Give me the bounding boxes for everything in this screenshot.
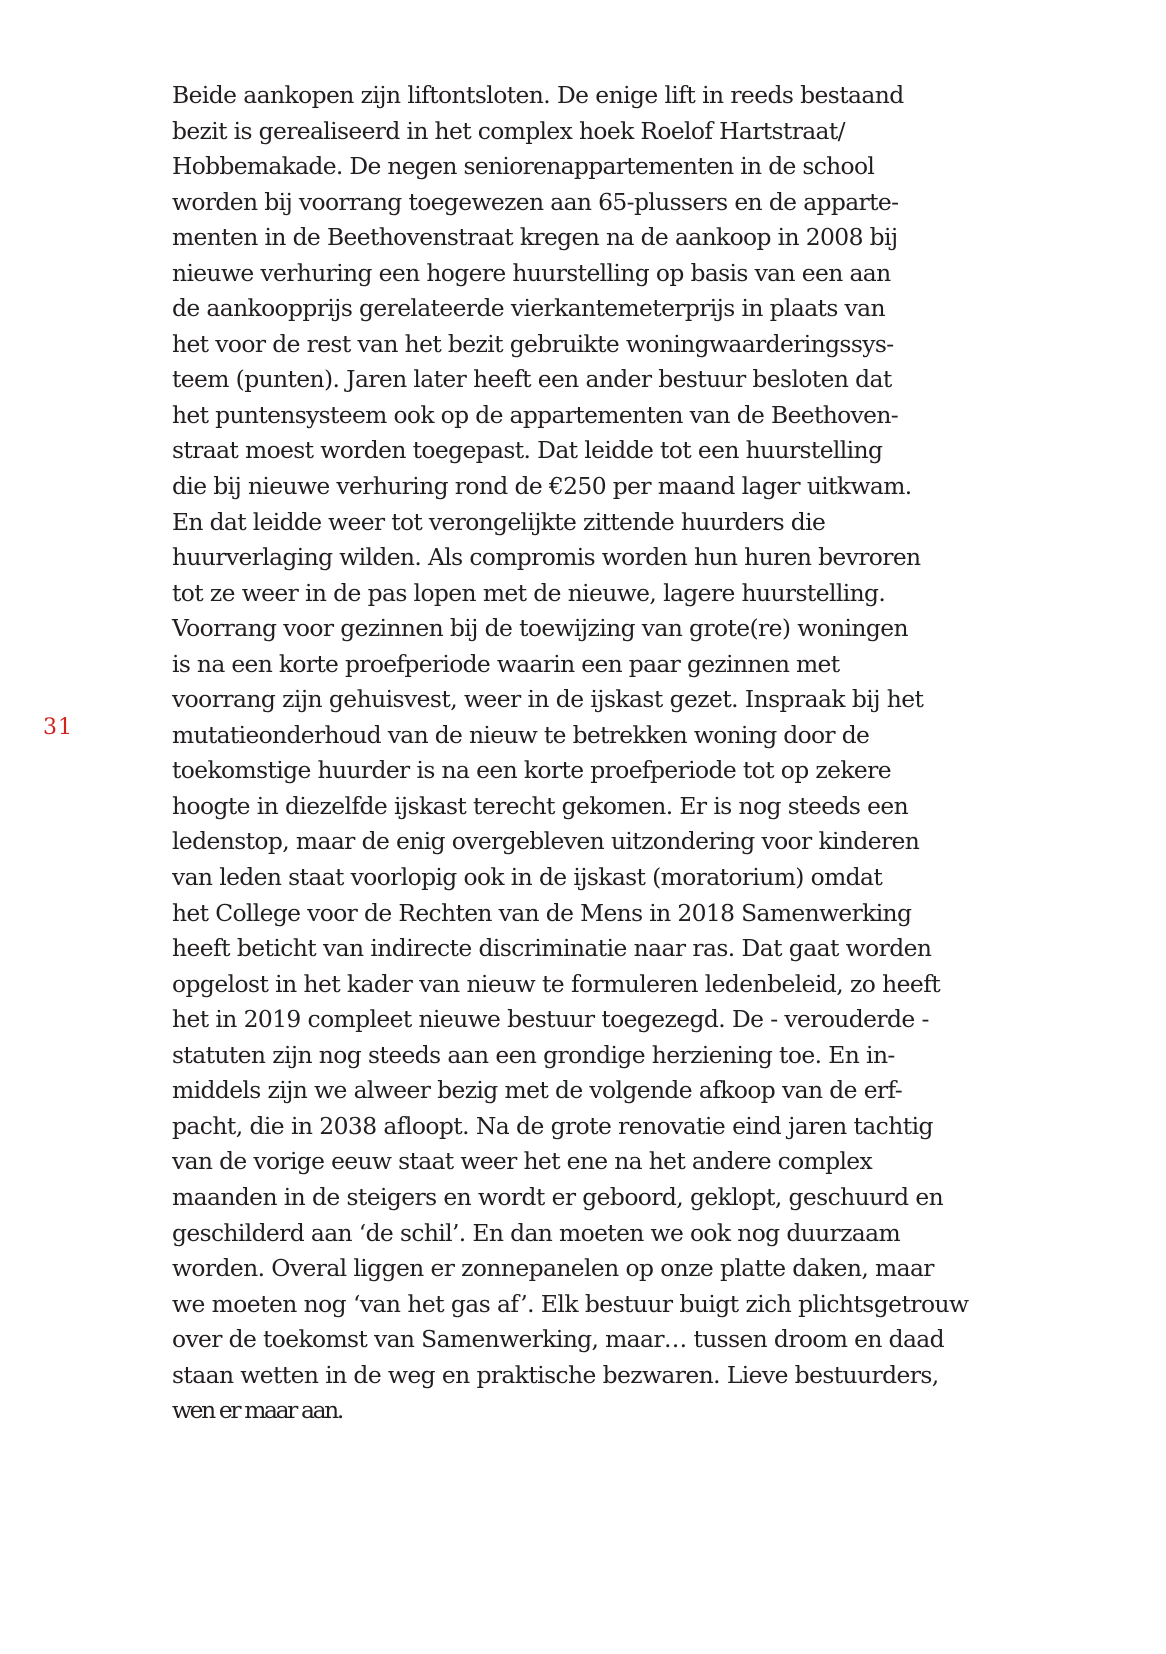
text-line: worden bij voorrang toegewezen aan 65-plussers en de apparte- (172, 187, 899, 216)
text-line: Beide aankopen zijn liftontsloten. De enige lift in reeds bestaand (172, 81, 904, 109)
text-line: nieuwe verhuring een hogere huurstelling op basis van een aan (172, 258, 891, 287)
text-line: het College voor de Rechten van de Mens in 2018 Samenwerking (172, 898, 912, 927)
text-line: heeft beticht van indirecte discriminatie naar ras. Dat gaat worden (172, 934, 932, 963)
text-line: tot ze weer in de pas lopen met de nieuwe, lagere huurstelling. (172, 578, 886, 607)
text-line: Voorrang voor gezinnen bij de toewijzing van grote(re) woningen (172, 614, 908, 643)
text-line: Hobbemakade. De negen seniorenappartementen in de school (172, 152, 875, 181)
text-line: voorrang zijn gehuisvest, weer in de ijskast gezet. Inspraak bij het (172, 685, 924, 714)
text-line: En dat leidde weer tot verongelijkte zittende huurders die (172, 507, 826, 536)
text-line: teem (punten). Jaren later heeft een ander bestuur besloten dat (172, 365, 892, 394)
body-paragraph (172, 78, 1032, 1429)
text-line: menten in de Beethovenstraat kregen na de aankoop in 2008 bij (172, 223, 898, 252)
text-line: ledenstop, maar de enig overgebleven uitzondering voor kinderen (172, 827, 920, 856)
page-number: 31 (43, 715, 73, 740)
text-line: de aankoopprijs gerelateerde vierkantemeterprijs in plaats van (172, 294, 885, 323)
text-line: we moeten nog ‘van het gas af’. Elk bestuur buigt zich plichtsgetrouw (172, 1289, 969, 1318)
text-line: staan wetten in de weg en praktische bezwaren. Lieve bestuurders, (172, 1360, 939, 1389)
text-line: maanden in de steigers en wordt er geboord, geklopt, geschuurd en (172, 1182, 944, 1211)
text-line: van leden staat voorlopig ook in de ijskast (moratorium) omdat (172, 863, 883, 892)
text-line: worden. Overal liggen er zonnepanelen op onze platte daken, maar (172, 1254, 934, 1283)
text-line: opgelost in het kader van nieuw te formuleren ledenbeleid, zo heeft (172, 969, 941, 998)
text-line: het voor de rest van het bezit gebruikte woningwaarderingssys- (172, 329, 894, 358)
text-line: het in 2019 compleet nieuwe bestuur toegezegd. De - verouderde - (172, 1005, 929, 1034)
text-line: wen er maar aan. (172, 1396, 342, 1425)
text-line: middels zijn we alweer bezig met de volgende afkoop van de erf- (172, 1076, 903, 1105)
text-line: pacht, die in 2038 afloopt. Na de grote renovatie eind jaren tachtig (172, 1111, 933, 1140)
text-line: mutatieonderhoud van de nieuw te betrekken woning door de (172, 720, 870, 749)
text-line: geschilderd aan ‘de schil’. En dan moeten we ook nog duurzaam (172, 1218, 901, 1247)
text-line: die bij nieuwe verhuring rond de €250 per maand lager uitkwam. (172, 472, 912, 501)
text-line: van de vorige eeuw staat weer het ene na het andere complex (172, 1147, 873, 1176)
text-line: huurverlaging wilden. Als compromis worden hun huren bevroren (172, 543, 921, 572)
text-line: is na een korte proefperiode waarin een paar gezinnen met (172, 649, 840, 678)
text-line: straat moest worden toegepast. Dat leidde tot een huurstelling (172, 436, 883, 465)
text-line: het puntensysteem ook op de appartementen van de Beethoven- (172, 400, 899, 429)
text-line: bezit is gerealiseerd in het complex hoek Roelof Hartstraat/ (172, 116, 845, 145)
text-line: hoogte in diezelfde ijskast terecht gekomen. Er is nog steeds een (172, 791, 909, 820)
text-line: statuten zijn nog steeds aan een grondige herziening toe. En in- (172, 1040, 895, 1069)
text-line: toekomstige huurder is na een korte proefperiode tot op zekere (172, 756, 891, 785)
text-line: over de toekomst van Samenwerking, maar… tussen droom en daad (172, 1325, 944, 1354)
